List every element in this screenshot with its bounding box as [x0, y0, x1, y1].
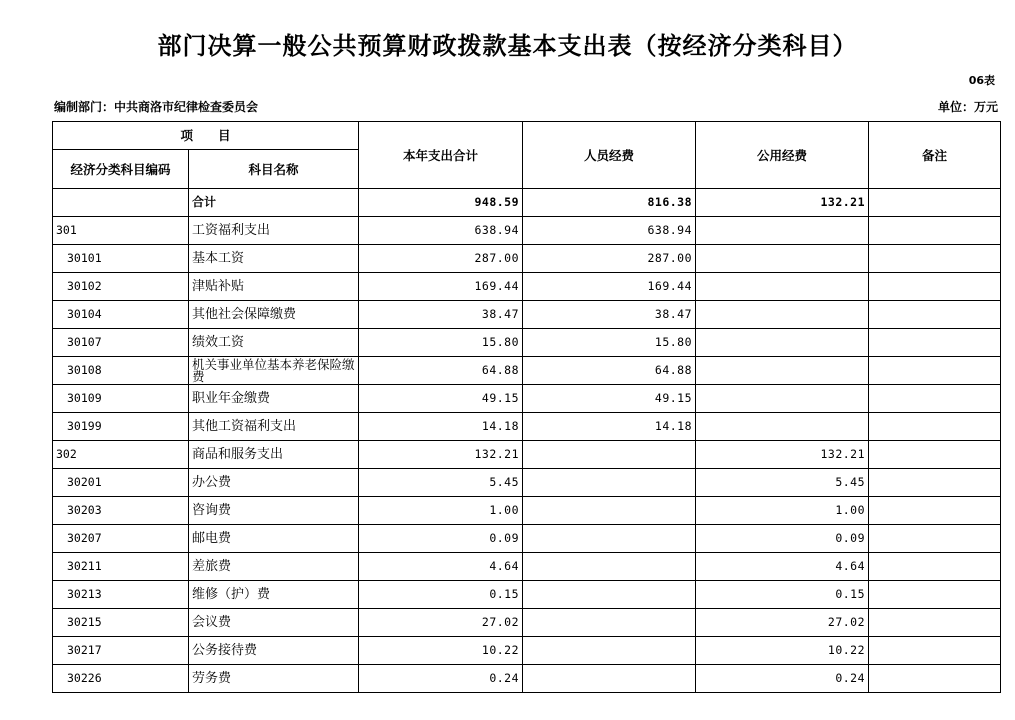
- total-public: 132.21: [696, 189, 869, 217]
- name-cell: 维修（护）费: [189, 581, 359, 609]
- code-cell: 30108: [53, 357, 189, 385]
- public-cell: 0.09: [696, 525, 869, 553]
- total-personnel: 816.38: [523, 189, 696, 217]
- code-cell: 30107: [53, 329, 189, 357]
- public-cell: 10.22: [696, 637, 869, 665]
- name-cell: 其他社会保障缴费: [189, 301, 359, 329]
- total-cell: 0.15: [359, 581, 523, 609]
- remark-cell: [869, 357, 1001, 385]
- remark-cell: [869, 273, 1001, 301]
- code-cell: 30207: [53, 525, 189, 553]
- public-cell: 132.21: [696, 441, 869, 469]
- name-cell: 职业年金缴费: [189, 385, 359, 413]
- name-cell: 其他工资福利支出: [189, 413, 359, 441]
- total-cell: 1.00: [359, 497, 523, 525]
- public-cell: [696, 301, 869, 329]
- name-cell: 邮电费: [189, 525, 359, 553]
- table-row: [53, 357, 1001, 385]
- personnel-cell: [523, 609, 696, 637]
- remark-cell: [869, 385, 1001, 413]
- total-cell: 132.21: [359, 441, 523, 469]
- table-row: [53, 637, 1001, 665]
- name-cell: 津贴补贴: [189, 273, 359, 301]
- personnel-cell: 64.88: [523, 357, 696, 385]
- total-label: 合计: [189, 189, 359, 217]
- code-cell: 30226: [53, 665, 189, 693]
- total-cell: 4.64: [359, 553, 523, 581]
- personnel-cell: 49.15: [523, 385, 696, 413]
- public-cell: [696, 329, 869, 357]
- total-cell: 38.47: [359, 301, 523, 329]
- total-code-cell: [53, 189, 189, 217]
- public-cell: 0.24: [696, 665, 869, 693]
- table-row: [53, 245, 1001, 273]
- code-cell: 30199: [53, 413, 189, 441]
- name-cell: 会议费: [189, 609, 359, 637]
- remark-cell: [869, 497, 1001, 525]
- personnel-cell: [523, 665, 696, 693]
- total-cell: 5.45: [359, 469, 523, 497]
- remark-cell: [869, 637, 1001, 665]
- public-cell: [696, 357, 869, 385]
- total-remark: [869, 189, 1001, 217]
- name-cell: 基本工资: [189, 245, 359, 273]
- code-cell: 30203: [53, 497, 189, 525]
- name-cell: 商品和服务支出: [189, 441, 359, 469]
- table-row: [53, 413, 1001, 441]
- personnel-cell: 38.47: [523, 301, 696, 329]
- total-cell: 10.22: [359, 637, 523, 665]
- public-cell: [696, 245, 869, 273]
- code-cell: 30104: [53, 301, 189, 329]
- personnel-cell: 638.94: [523, 217, 696, 245]
- remark-cell: [869, 217, 1001, 245]
- remark-cell: [869, 245, 1001, 273]
- total-cell: 0.24: [359, 665, 523, 693]
- remark-cell: [869, 469, 1001, 497]
- code-cell: 30102: [53, 273, 189, 301]
- personnel-cell: 14.18: [523, 413, 696, 441]
- public-cell: 4.64: [696, 553, 869, 581]
- total-cell: 0.09: [359, 525, 523, 553]
- remark-cell: [869, 665, 1001, 693]
- name-cell: 咨询费: [189, 497, 359, 525]
- remark-cell: [869, 301, 1001, 329]
- code-cell: 30109: [53, 385, 189, 413]
- name-cell: 差旅费: [189, 553, 359, 581]
- public-cell: 27.02: [696, 609, 869, 637]
- personnel-cell: [523, 553, 696, 581]
- table-row: [53, 553, 1001, 581]
- header-item: 项 目: [53, 122, 359, 150]
- personnel-cell: [523, 469, 696, 497]
- total-cell: 638.94: [359, 217, 523, 245]
- code-cell: 30201: [53, 469, 189, 497]
- total-row: [53, 189, 1001, 217]
- total-cell: 169.44: [359, 273, 523, 301]
- public-cell: [696, 217, 869, 245]
- total-cell: 15.80: [359, 329, 523, 357]
- expenditure-table: [52, 121, 1001, 693]
- personnel-cell: [523, 525, 696, 553]
- code-cell: 30101: [53, 245, 189, 273]
- remark-cell: [869, 525, 1001, 553]
- total-cell: 49.15: [359, 385, 523, 413]
- remark-cell: [869, 329, 1001, 357]
- code-cell: 30215: [53, 609, 189, 637]
- personnel-cell: 15.80: [523, 329, 696, 357]
- code-cell: 30217: [53, 637, 189, 665]
- remark-cell: [869, 413, 1001, 441]
- table-row: [53, 217, 1001, 245]
- table-row: [53, 469, 1001, 497]
- code-cell: 301: [53, 217, 189, 245]
- total-amount: 948.59: [359, 189, 523, 217]
- header-name: 科目名称: [189, 150, 359, 189]
- public-cell: 5.45: [696, 469, 869, 497]
- header-personnel: 人员经费: [523, 122, 696, 189]
- name-cell: 劳务费: [189, 665, 359, 693]
- table-row: [53, 581, 1001, 609]
- table-row: [53, 273, 1001, 301]
- code-cell: 30211: [53, 553, 189, 581]
- personnel-cell: [523, 581, 696, 609]
- header-total: 本年支出合计: [359, 122, 523, 189]
- header-code: 经济分类科目编码: [53, 150, 189, 189]
- personnel-cell: [523, 441, 696, 469]
- remark-cell: [869, 553, 1001, 581]
- public-cell: [696, 273, 869, 301]
- code-cell: 30213: [53, 581, 189, 609]
- table-row: [53, 301, 1001, 329]
- department-label: 编制部门：中共商洛市纪律检查委员会: [54, 100, 259, 114]
- personnel-cell: 287.00: [523, 245, 696, 273]
- table-row: [53, 385, 1001, 413]
- table-number: 06表: [968, 74, 995, 87]
- table-row: [53, 329, 1001, 357]
- personnel-cell: [523, 497, 696, 525]
- name-cell: 机关事业单位基本养老保险缴费: [189, 357, 359, 385]
- name-cell: 工资福利支出: [189, 217, 359, 245]
- remark-cell: [869, 441, 1001, 469]
- public-cell: 1.00: [696, 497, 869, 525]
- table-row: [53, 609, 1001, 637]
- page-title: 部门决算一般公共预算财政拨款基本支出表（按经济分类科目）: [157, 32, 858, 60]
- public-cell: 0.15: [696, 581, 869, 609]
- name-cell: 公务接待费: [189, 637, 359, 665]
- name-cell: 办公费: [189, 469, 359, 497]
- table-row: [53, 665, 1001, 693]
- table-row: [53, 525, 1001, 553]
- personnel-cell: [523, 637, 696, 665]
- total-cell: 14.18: [359, 413, 523, 441]
- public-cell: [696, 413, 869, 441]
- remark-cell: [869, 609, 1001, 637]
- header-remark: 备注: [869, 122, 1001, 189]
- name-cell: 绩效工资: [189, 329, 359, 357]
- personnel-cell: 169.44: [523, 273, 696, 301]
- header-public: 公用经费: [696, 122, 869, 189]
- total-cell: 27.02: [359, 609, 523, 637]
- public-cell: [696, 385, 869, 413]
- header-row-top: [53, 122, 1001, 150]
- total-cell: 287.00: [359, 245, 523, 273]
- total-cell: 64.88: [359, 357, 523, 385]
- code-cell: 302: [53, 441, 189, 469]
- table-row: [53, 441, 1001, 469]
- remark-cell: [869, 581, 1001, 609]
- table-row: [53, 497, 1001, 525]
- unit-label: 单位：万元: [937, 100, 998, 114]
